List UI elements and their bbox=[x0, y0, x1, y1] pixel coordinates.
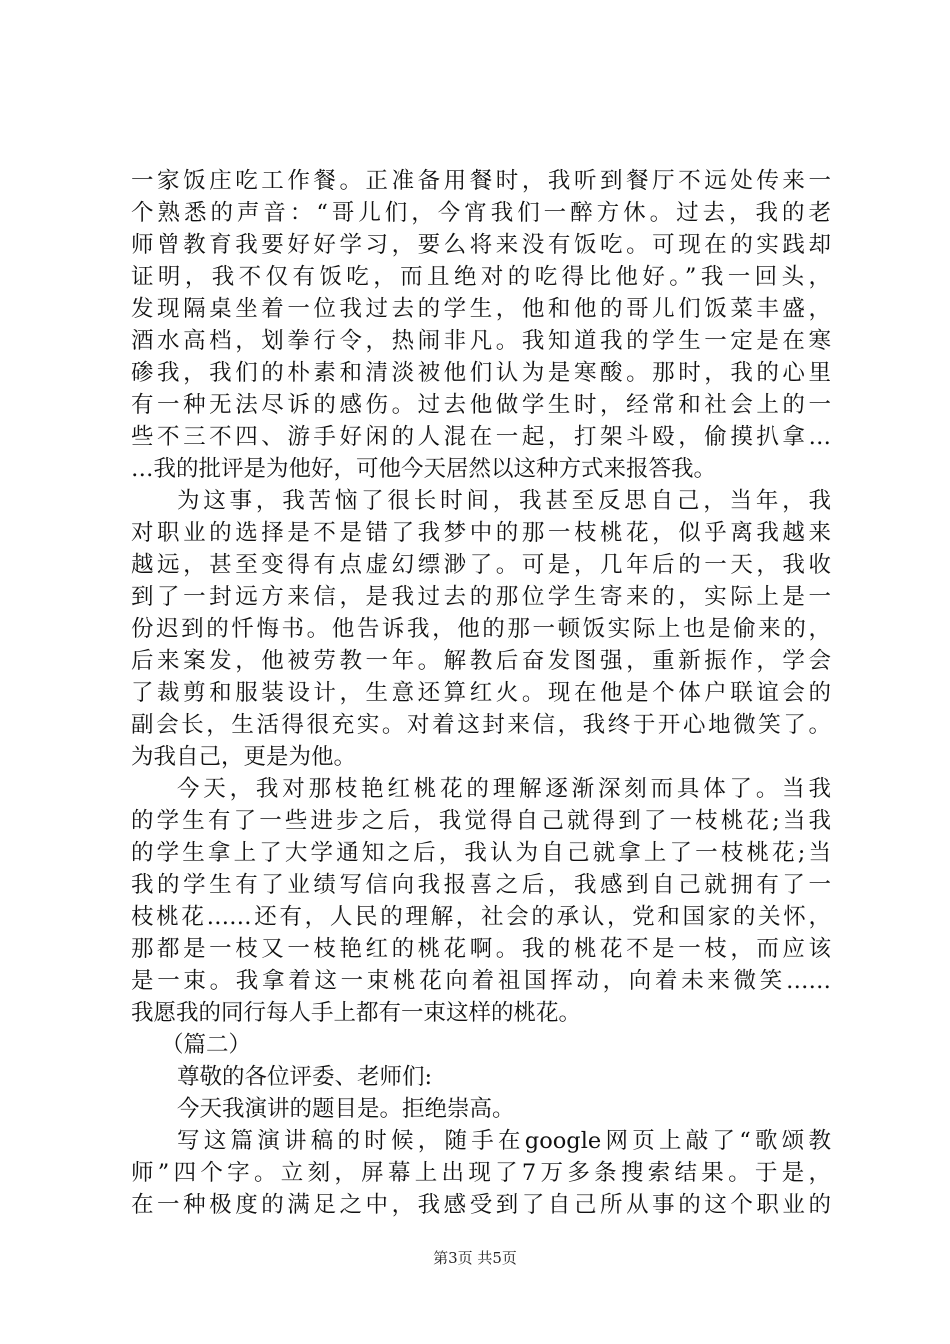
text-line: 我的学生有了业绩写信向我报喜之后，我感到自己就拥有了一 bbox=[131, 872, 831, 898]
paragraph-start-line: 今天，我对那枝艳红桃花的理解逐渐深刻而具体了。当我 bbox=[177, 776, 831, 802]
text-line: 了裁剪和服装设计，生意还算红火。现在他是个体户联谊会的 bbox=[131, 680, 831, 706]
text-line: 越远，甚至变得有点虚幻缥渺了。可是，几年后的一天，我收 bbox=[131, 552, 831, 578]
paragraph-start-line: 为这事，我苦恼了很长时间，我甚至反思自己，当年，我 bbox=[177, 488, 831, 514]
text-line: 有一种无法尽诉的感伤。过去他做学生时，经常和社会上的一 bbox=[131, 392, 831, 418]
section-heading: （篇二） bbox=[161, 1032, 252, 1058]
text-line: 个熟悉的声音：“哥儿们，今宵我们一醉方休。过去，我的老 bbox=[131, 200, 831, 226]
paragraph-start-line: 写这篇演讲稿的时候，随手在google网页上敲了“歌颂教 bbox=[177, 1128, 831, 1154]
page-number-footer: 第3页 共5页 bbox=[433, 1249, 517, 1267]
text-line: 师曾教育我要好好学习，要么将来没有饭吃。可现在的实践却 bbox=[131, 232, 831, 258]
text-line: 对职业的选择是不是错了我梦中的那一枝桃花，似乎离我越来 bbox=[131, 520, 831, 546]
text-line: 证明，我不仅有饭吃，而且绝对的吃得比他好。”我一回头， bbox=[131, 264, 831, 290]
text-line: 发现隔桌坐着一位我过去的学生，他和他的哥儿们饭菜丰盛， bbox=[131, 296, 831, 322]
text-line: 份迟到的忏悔书。他告诉我，他的那一顿饭实际上也是偷来的， bbox=[131, 616, 831, 642]
text-line: 是一束。我拿着这一束桃花向着祖国挥动，向着未来微笑…… bbox=[131, 968, 831, 994]
text-line: 那都是一枝又一枝艳红的桃花啊。我的桃花不是一枝，而应该 bbox=[131, 936, 831, 962]
text-line: …我的批评是为他好，可他今天居然以这种方式来报答我。 bbox=[131, 456, 717, 482]
text-line: 的学生有了一些进步之后，我觉得自己就得到了一枝桃花;当我 bbox=[131, 808, 831, 834]
body-text bbox=[131, 165, 831, 1221]
text-line: 一家饭庄吃工作餐。正准备用餐时，我听到餐厅不远处传来一 bbox=[131, 168, 831, 194]
text-line: 副会长，生活得很充实。对着这封来信，我终于开心地微笑了。 bbox=[131, 712, 831, 738]
text-line: 我愿我的同行每人手上都有一束这样的桃花。 bbox=[131, 1000, 582, 1026]
text-line: 些不三不四、游手好闲的人混在一起，打架斗殴，偷摸扒拿… bbox=[131, 424, 831, 450]
text-line: 师”四个字。立刻，屏幕上出现了7万多条搜索结果。于是， bbox=[131, 1160, 831, 1186]
text-line: 碜我，我们的朴素和清淡被他们认为是寒酸。那时，我的心里 bbox=[131, 360, 831, 386]
text-line: 在一种极度的满足之中，我感受到了自己所从事的这个职业的 bbox=[131, 1192, 831, 1218]
text-line: 到了一封远方来信，是我过去的那位学生寄来的，实际上是一 bbox=[131, 584, 831, 610]
text-line: 的学生拿上了大学通知之后，我认为自己就拿上了一枝桃花;当 bbox=[131, 840, 831, 866]
paragraph-start-line: 今天我演讲的题目是。拒绝崇高。 bbox=[177, 1096, 515, 1122]
text-line: 枝桃花……还有，人民的理解，社会的承认，党和国家的关怀， bbox=[131, 904, 831, 930]
text-line: 后来案发，他被劳教一年。解教后奋发图强，重新振作，学会 bbox=[131, 648, 831, 674]
salutation-line: 尊敬的各位评委、老师们: bbox=[177, 1064, 433, 1090]
text-line: 为我自己，更是为他。 bbox=[131, 744, 357, 770]
text-line: 酒水高档，划拳行令，热闹非凡。我知道我的学生一定是在寒 bbox=[131, 328, 831, 354]
